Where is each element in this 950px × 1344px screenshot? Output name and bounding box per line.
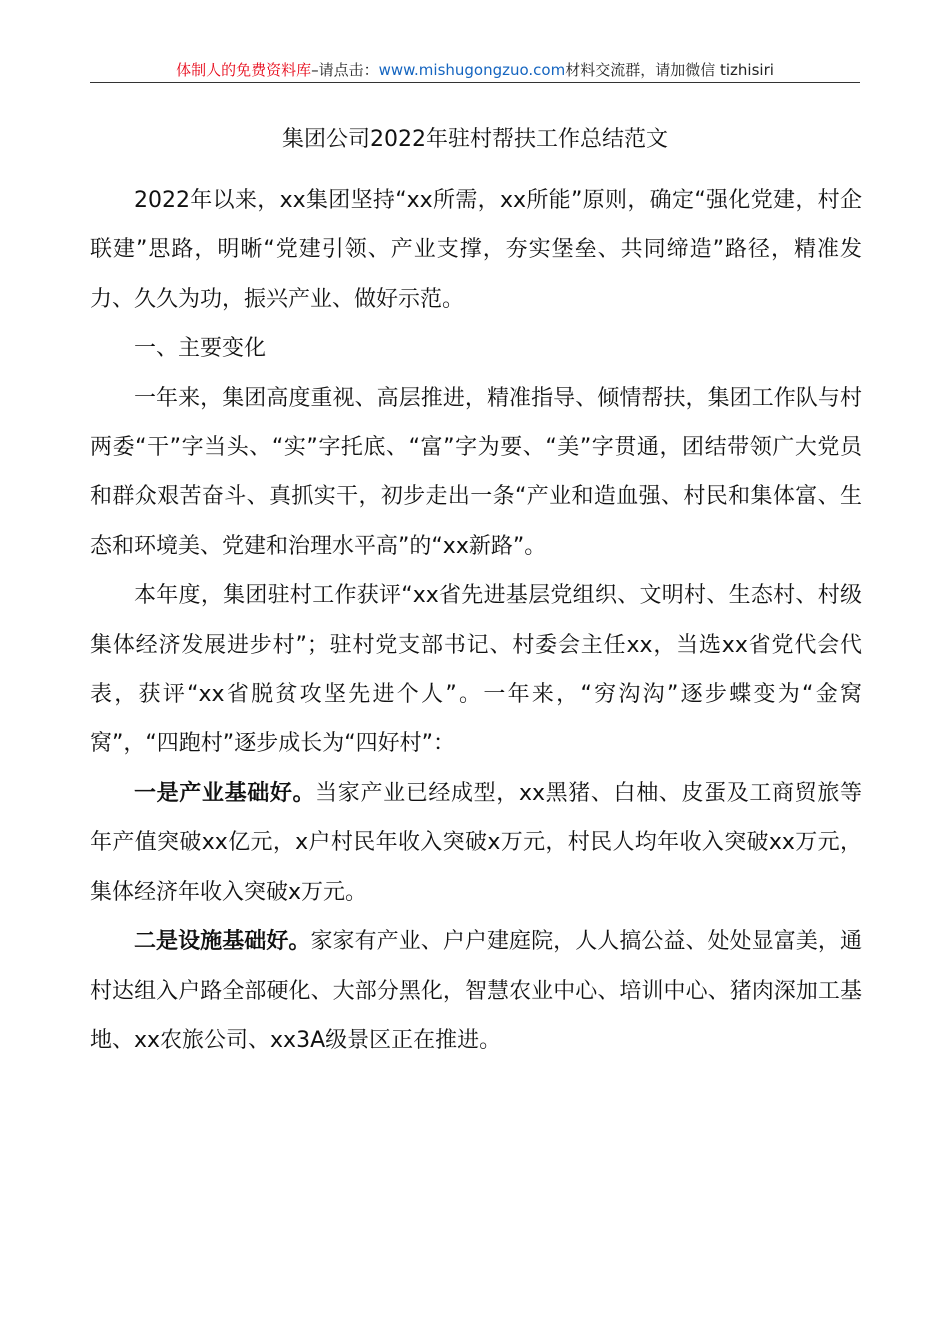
lead-facility-base: 二是设施基础好。 bbox=[134, 929, 311, 955]
paragraph-facility-base: 二是设施基础好。家家有产业、户户建庭院，人人搞公益、处处显富美，通村达组入户路全部硬化、大部分黑化，智慧农业中心、培训中心、猪肉深加工基地、xx农旅公司、xx3A级景区正在推进。 bbox=[90, 929, 862, 1053]
section-heading-main-changes: 一、主要变化 bbox=[134, 336, 267, 362]
header-prompt: –请点击： bbox=[311, 61, 379, 79]
header-url-link[interactable]: www.mishugongzuo.com bbox=[378, 61, 566, 79]
paragraph-awards: 本年度，集团驻村工作获评“xx省先进基层党组织、文明村、生态村、村级集体经济发展进步村”；驻村党支部书记、村委会主任xx，当选xx省党代会代表，获评“xx省脱贫攻坚先进个人”。一年来，“穷沟沟”逐步蝶变为“金窝窝”，“四跑村”逐步成长为“四好村”： bbox=[90, 583, 862, 757]
document-title: 集团公司2022年驻村帮扶工作总结范文 bbox=[282, 127, 668, 152]
paragraph-industry-base: 一是产业基础好。当家产业已经成型，xx黑猪、白柚、皮蛋及工商贸旅等年产值突破xx亿元，x户村民年收入突破x万元，村民人均年收入突破xx万元，集体经济年收入突破x万元。 bbox=[90, 780, 862, 905]
page-header bbox=[90, 58, 860, 83]
lead-industry-base: 一是产业基础好。 bbox=[134, 780, 316, 806]
header-contact: 材料交流群，请加微信 tizhisiri bbox=[565, 61, 774, 79]
document-body bbox=[90, 176, 862, 1065]
paragraph-overview: 一年来，集团高度重视、高层推进，精准指导、倾情帮扶，集团工作队与村两委“干”字当头、“实”字托底、“富”字为要、“美”字贯通，团结带领广大党员和群众艰苦奋斗、真抓实干，初步走出一条“产业和造血强、村民和集体富、生态和环境美、党建和治理水平高”的“xx新路”。 bbox=[90, 385, 862, 559]
header-site-name: 体制人的免费资料库 bbox=[176, 61, 312, 79]
paragraph-intro: 2022年以来，xx集团坚持“xx所需，xx所能”原则，确定“强化党建，村企联建”思路，明晰“党建引领、产业支撑，夯实堡垒、共同缔造”路径，精准发力、久久为功，振兴产业、做好示范。 bbox=[90, 188, 862, 312]
